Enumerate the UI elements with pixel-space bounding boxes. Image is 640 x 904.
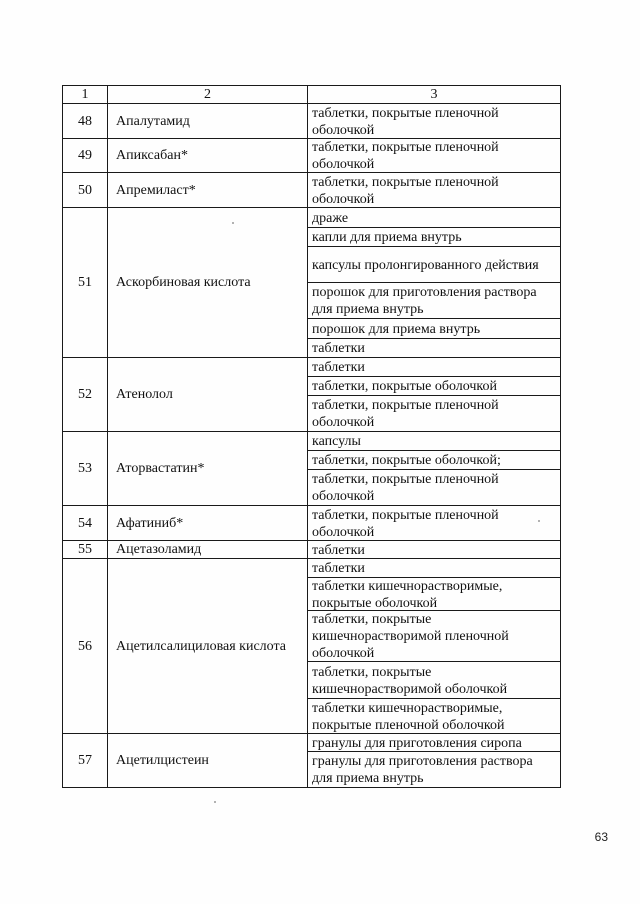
row-number: [62, 733, 108, 788]
drug-name: [107, 172, 308, 208]
dosage-form: [307, 376, 561, 396]
dosage-form-text: таблетки, покрытые пленочной оболочкой: [312, 174, 499, 207]
dosage-form: [307, 469, 561, 506]
scan-speck: [214, 801, 216, 803]
drug-name-text: Ацетилцистеин: [116, 753, 209, 768]
dosage-form-text: порошок для приема внутрь: [312, 321, 481, 337]
drug-name-text: Аторвастатин*: [116, 461, 205, 476]
dosage-form: [307, 318, 561, 339]
row-number-text: 54: [78, 515, 92, 531]
dosage-form-text: таблетки кишечнорастворимые, покрытые пленочной оболочкой: [312, 700, 505, 733]
dosage-form-text: гранулы для приготовления раствора для приема внутрь: [312, 754, 533, 786]
dosage-form-text: гранулы для приготовления сиропа: [312, 735, 522, 751]
header-col-3: [307, 85, 561, 104]
row-number: [62, 558, 108, 734]
dosage-form: [307, 172, 561, 208]
row-number: [62, 357, 108, 432]
row-number-text: 50: [78, 182, 92, 198]
drug-name: [107, 733, 308, 788]
dosage-form-text: таблетки, покрытые кишечнорастворимой пленочной оболочкой: [312, 612, 509, 661]
dosage-form: [307, 733, 561, 752]
dosage-form-text: таблетки, покрытые оболочкой: [312, 379, 498, 394]
header-col-1-text: 1: [81, 87, 89, 102]
dosage-form: [307, 661, 561, 699]
dosage-form: [307, 395, 561, 432]
row-number-text: 53: [78, 461, 92, 476]
row-number-text: 48: [78, 113, 92, 129]
row-number: [62, 172, 108, 208]
dosage-form-text: капсулы: [312, 434, 361, 449]
dosage-form-text: таблетки: [312, 341, 365, 356]
dosage-form-text: таблетки кишечнорастворимые, покрытые оболочкой: [312, 578, 503, 611]
drug-name-text: Атенолол: [116, 387, 173, 402]
row-number-text: 51: [78, 275, 92, 290]
dosage-form-text: капли для приема внутрь: [312, 230, 462, 245]
dosage-form-text: таблетки, покрытые кишечнорастворимой оболочкой: [312, 664, 508, 697]
scan-speck: [232, 222, 234, 224]
dosage-form: [307, 540, 561, 559]
scan-speck: [538, 520, 540, 522]
drug-name-text: Апиксабан*: [116, 148, 188, 163]
dosage-form-text: порошок для приготовления раствора для приема внутрь: [312, 285, 537, 317]
drug-name: [107, 357, 308, 432]
header-col-2-text: 2: [204, 87, 211, 102]
dosage-form: [307, 357, 561, 377]
dosage-form: [307, 338, 561, 358]
dosage-form: [307, 103, 561, 139]
row-number: [62, 540, 108, 559]
page-number: 63: [594, 830, 608, 844]
dosage-form: [307, 246, 561, 283]
dosage-form: [307, 450, 561, 470]
dosage-form-text: таблетки: [312, 542, 365, 558]
dosage-form-text: капсулы пролонгированного действия: [312, 257, 539, 273]
drug-name-text: Ацетазоламид: [116, 542, 202, 557]
drug-name: [107, 540, 308, 559]
dosage-form: [307, 751, 561, 788]
dosage-form: [307, 558, 561, 578]
row-number-text: 55: [78, 542, 92, 557]
row-number-text: 56: [78, 638, 92, 654]
row-number: [62, 505, 108, 541]
dosage-form: [307, 505, 561, 541]
dosage-form-text: драже: [312, 210, 349, 226]
drug-name-text: Афатиниб*: [116, 515, 184, 531]
drug-name: [107, 103, 308, 139]
drug-name: [107, 138, 308, 173]
dosage-form-text: таблетки, покрытые пленочной оболочкой: [312, 398, 499, 430]
row-number-text: 49: [78, 148, 92, 163]
drug-name: [107, 431, 308, 506]
row-number-text: 57: [78, 753, 92, 768]
drug-name: [107, 558, 308, 734]
dosage-form: [307, 577, 561, 611]
row-number: [62, 207, 108, 358]
row-number: [62, 431, 108, 506]
row-number: [62, 138, 108, 173]
dosage-form: [307, 207, 561, 228]
dosage-form: [307, 138, 561, 173]
dosage-form-text: таблетки, покрытые оболочкой;: [312, 453, 501, 468]
dosage-form-text: таблетки, покрытые пленочной оболочкой: [312, 140, 499, 172]
row-number: [62, 103, 108, 139]
drug-name: [107, 505, 308, 541]
dosage-form-text: таблетки, покрытые пленочной оболочкой: [312, 507, 499, 540]
dosage-form: [307, 698, 561, 734]
dosage-form: [307, 610, 561, 662]
header-col-1: [62, 85, 108, 104]
dosage-form-text: таблетки, покрытые пленочной оболочкой: [312, 105, 499, 138]
dosage-form-text: таблетки: [312, 360, 365, 375]
header-col-3-text: 3: [430, 87, 438, 102]
dosage-form: [307, 227, 561, 247]
dosage-form: [307, 282, 561, 319]
drug-name-text: Апремиласт*: [116, 182, 196, 198]
header-col-2: [107, 85, 308, 104]
row-number-text: 52: [78, 387, 92, 402]
drug-name-text: Ацетилсалициловая кислота: [116, 638, 286, 654]
drug-name-text: Апалутамид: [116, 113, 190, 129]
dosage-form: [307, 431, 561, 451]
drug-name: [107, 207, 308, 358]
dosage-form-text: таблетки, покрытые пленочной оболочкой: [312, 472, 499, 504]
dosage-form-text: таблетки: [312, 561, 365, 576]
drug-name-text: Аскорбиновая кислота: [116, 275, 251, 290]
